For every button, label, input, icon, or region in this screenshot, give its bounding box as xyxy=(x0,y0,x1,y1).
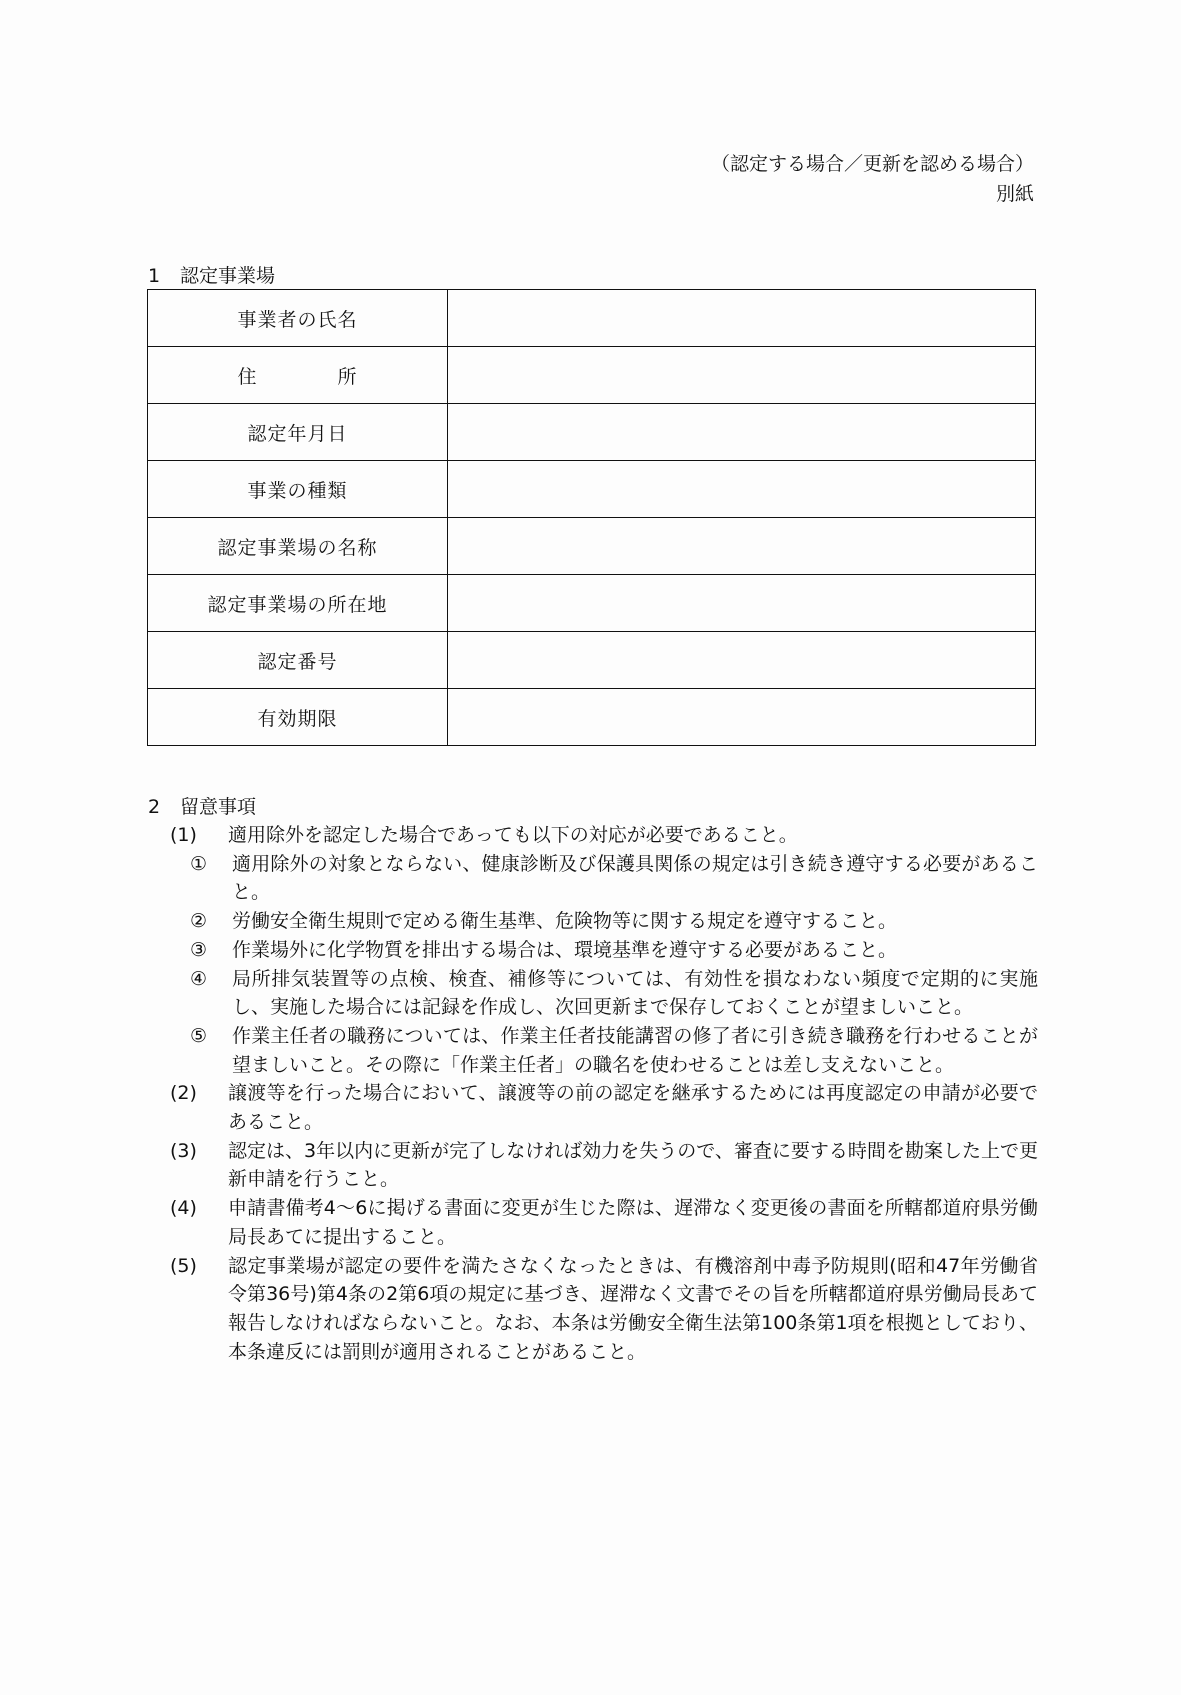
note-item-2 xyxy=(148,1079,1038,1136)
row-value-field[interactable] xyxy=(448,461,1036,518)
row-value-field[interactable] xyxy=(448,290,1036,347)
item-marker: (1) xyxy=(170,824,197,846)
section-2-heading xyxy=(148,795,256,819)
row-value-field[interactable] xyxy=(448,518,1036,575)
sub-item-1 xyxy=(190,850,1038,907)
item-text: 譲渡等を行った場合において、譲渡等の前の認定を継承するためには再度認定の申請が必要であること。 xyxy=(228,1082,1038,1134)
item-text: 申請書備考4～6に掲げる書面に変更が生じた際は、遅滞なく変更後の書面を所轄都道府県労働局長あてに提出すること。 xyxy=(228,1197,1038,1248)
row-value-field[interactable] xyxy=(448,347,1036,404)
table-row xyxy=(148,461,1036,518)
row-label: 事業の種類 xyxy=(148,461,448,518)
row-label: 認定年月日 xyxy=(148,404,448,461)
section-title: 認定事業場 xyxy=(180,265,276,287)
sub-item-5 xyxy=(190,1022,1038,1079)
item-text: 適用除外を認定した場合であっても以下の対応が必要であること。 xyxy=(228,824,798,846)
item-marker: ④ xyxy=(190,967,208,990)
item-marker: ① xyxy=(190,852,208,875)
item-marker: ② xyxy=(190,910,208,933)
row-label: 認定事業場の名称 xyxy=(148,518,448,575)
item-marker: (5) xyxy=(170,1254,197,1277)
note-item-1 xyxy=(148,821,1038,1079)
sub-item-3 xyxy=(190,936,1038,965)
item-text: 作業場外に化学物質を排出する場合は、環境基準を遵守する必要があること。 xyxy=(232,938,898,961)
row-value-field[interactable] xyxy=(448,404,1036,461)
notes-list xyxy=(148,821,1038,1366)
section-title: 留意事項 xyxy=(180,796,257,818)
row-label: 事業者の氏名 xyxy=(148,290,448,347)
note-item-5 xyxy=(148,1252,1038,1367)
item-marker: ③ xyxy=(190,938,208,961)
sub-items xyxy=(170,850,1038,1080)
item-text: 労働安全衛生規則で定める衛生基準、危険物等に関する規定を遵守すること。 xyxy=(232,910,898,933)
attachment-label: 別紙 xyxy=(995,183,1034,205)
certified-workplace-table xyxy=(147,289,1036,746)
row-value-field[interactable] xyxy=(448,689,1036,746)
item-marker: (2) xyxy=(170,1082,197,1105)
item-marker: (4) xyxy=(170,1197,197,1220)
case-label: （認定する場合／更新を認める場合） xyxy=(710,153,1034,175)
item-text: 適用除外の対象とならない、健康診断及び保護具関係の規定は引き続き遵守する必要があること。 xyxy=(232,852,1038,904)
section-number: 1 xyxy=(148,265,161,287)
item-text: 認定事業場が認定の要件を満たさなくなったときは、有機溶剤中毒予防規則(昭和47年労働省令第36号)第4条の2第6項の規定に基づき、遅滞なく文書でその旨を所轄都道府県労働局長あて報告しなければならないこと。なお、本条は労働安全衛生法第100条第1項を根拠としており、本条違反には罰則が適用されることがあること。 xyxy=(228,1254,1038,1363)
note-item-3 xyxy=(148,1137,1038,1194)
item-text: 局所排気装置等の点検、検査、補修等については、有効性を損なわない頻度で定期的に実施し、実施した場合には記録を作成し、次回更新まで保存しておくことが望ましいこと。 xyxy=(232,967,1038,1019)
row-label: 有効期限 xyxy=(148,689,448,746)
table-row xyxy=(148,290,1036,347)
table-row xyxy=(148,632,1036,689)
row-value-field[interactable] xyxy=(448,575,1036,632)
table-row xyxy=(148,404,1036,461)
row-label: 住 所 xyxy=(148,347,448,404)
row-label: 認定事業場の所在地 xyxy=(148,575,448,632)
item-text: 認定は、3年以内に更新が完了しなければ効力を失うので、審査に要する時間を勘案した上で更新申請を行うこと。 xyxy=(228,1139,1038,1191)
row-label: 認定番号 xyxy=(148,632,448,689)
item-marker: (3) xyxy=(170,1139,197,1162)
section-1-heading xyxy=(148,264,275,288)
table-row xyxy=(148,689,1036,746)
section-number: 2 xyxy=(148,796,161,818)
table-row xyxy=(148,347,1036,404)
item-marker: ⑤ xyxy=(190,1024,208,1047)
row-value-field[interactable] xyxy=(448,632,1036,689)
item-text: 作業主任者の職務については、作業主任者技能講習の修了者に引き続き職務を行わせることが望ましいこと。その際に「作業主任者」の職名を使わせることは差し支えないこと。 xyxy=(232,1024,1038,1076)
table-row xyxy=(148,518,1036,575)
document-header xyxy=(711,149,1034,209)
note-item-4 xyxy=(148,1194,1038,1251)
sub-item-4 xyxy=(190,965,1038,1022)
table-row xyxy=(148,575,1036,632)
sub-item-2 xyxy=(190,907,1038,936)
